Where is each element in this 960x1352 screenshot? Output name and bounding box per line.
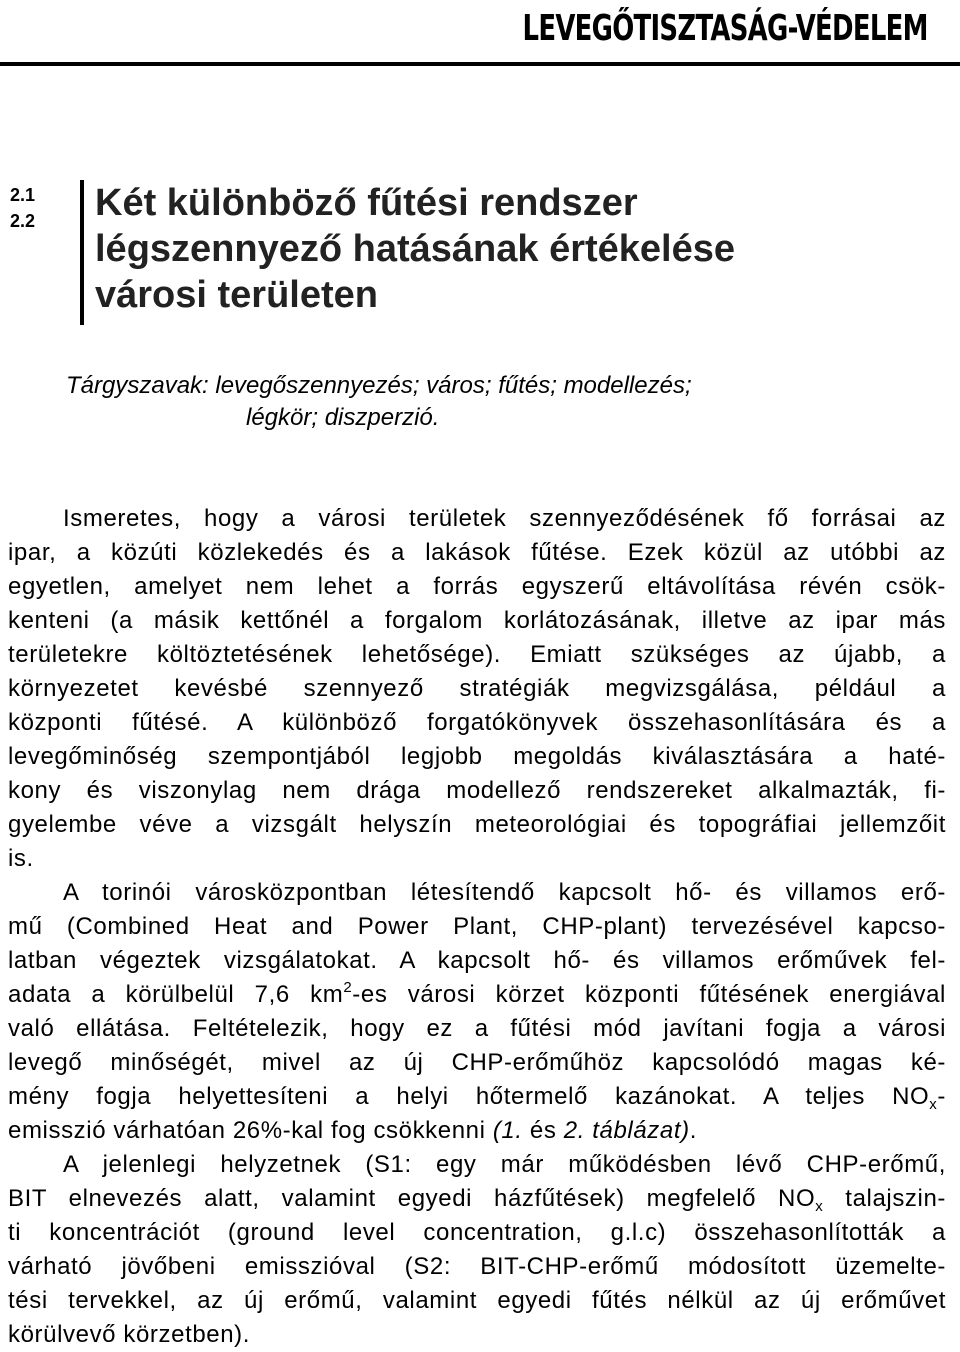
title-vertical-bar <box>80 180 84 325</box>
body-text: -es városi körzet központi fűtésének energiával <box>352 981 946 1008</box>
body-line: területekre költöztetésének lehetősége). Emiatt szükséges az újabb, a <box>8 641 946 668</box>
body-line: tési tervekkel, az új erőmű, valamint egyedi fűtés nélkül az új erőművet <box>8 1287 946 1314</box>
section-numbers <box>10 182 35 234</box>
body-line: latban végeztek vizsgálatokat. A kapcsolt hő- és villamos erőművek fel- <box>8 947 946 974</box>
running-header-title: LEVEGŐTISZTASÁG-VÉDELEM <box>522 8 928 49</box>
keywords-line: Tárgyszavak: levegőszennyezés; város; fűtés; modellezés; <box>66 372 692 399</box>
body-line: körülvevő körzetben). <box>8 1321 251 1348</box>
body-line: A torinói városközpontban létesítendő kapcsolt hő- és villamos erő- <box>63 879 946 906</box>
body-text: adata a körülbelül 7,6 km <box>8 981 344 1008</box>
body-line <box>8 1182 946 1216</box>
table-reference: 2. táblázat) <box>563 1117 690 1144</box>
title-line: Két különböző fűtési rendszer <box>95 182 638 224</box>
body-text: - <box>937 1083 946 1110</box>
body-line: várható jövőbeni emisszióval (S2: BIT-CHP-erőmű módosított üzemelte- <box>8 1253 946 1280</box>
body-text: emisszió várhatóan 26%-kal fog csökkenni <box>8 1117 493 1144</box>
subscript: x <box>815 1198 824 1215</box>
body-line: gyelembe véve a vizsgált helyszín meteorológiai és topográfiai jellemzőit <box>8 811 946 838</box>
body-line <box>8 1114 946 1148</box>
body-line: környezetet kevésbé szennyező stratégiák megvizsgálása, például a <box>8 675 946 702</box>
title-line: légszennyező hatásának értékelése <box>95 228 736 270</box>
header-rule <box>0 62 960 66</box>
body-line: egyetlen, amelyet nem lehet a forrás egyszerű eltávolítása révén csök- <box>8 573 946 600</box>
body-text: BIT elnevezés alatt, valamint egyedi házfűtések) megfelelő NO <box>8 1185 816 1212</box>
body-text: . <box>689 1117 697 1144</box>
section-number: 2.1 <box>10 185 36 205</box>
article-title <box>95 180 735 318</box>
body-line: való ellátása. Feltételezik, hogy ez a fűtési mód javítani fogja a városi <box>8 1015 946 1042</box>
body-line <box>8 1080 946 1114</box>
article-body <box>8 502 946 1352</box>
body-line: Ismeretes, hogy a városi területek szennyeződésének fő forrásai az <box>63 505 946 532</box>
body-text: és <box>522 1117 564 1144</box>
body-text: mény fogja helyettesíteni a helyi hőtermelő kazánokat. A teljes NO <box>8 1083 930 1110</box>
body-line: ipar, a közúti közlekedés és a lakások fűtése. Ezek közül az utóbbi az <box>8 539 946 566</box>
body-line: kony és viszonylag nem drága modellező rendszereket alkalmazták, fi- <box>8 777 946 804</box>
body-line: központi fűtésé. A különböző forgatókönyvek összehasonlítására és a <box>8 709 946 736</box>
body-line: is. <box>8 845 34 872</box>
section-number: 2.2 <box>10 211 36 231</box>
body-line: levegő minőségét, mivel az új CHP-erőműhöz kapcsolódó magas ké- <box>8 1049 946 1076</box>
body-line: kenteni (a másik kettőnél a forgalom korlátozásának, illetve az ipar más <box>8 607 946 634</box>
body-line: A jelenlegi helyzetnek (S1: egy már működésben lévő CHP-erőmű, <box>63 1151 946 1178</box>
body-line: ti koncentrációt (ground level concentration, g.l.c) összehasonlították a <box>8 1219 946 1246</box>
keywords-line: légkör; diszperzió. <box>246 404 440 431</box>
body-line <box>8 978 946 1012</box>
keywords <box>66 370 692 434</box>
body-line: levegőminőség szempontjából legjobb megoldás kiválasztására a haté- <box>8 743 946 770</box>
body-line: mű (Combined Heat and Power Plant, CHP-plant) tervezésével kapcso- <box>8 913 946 940</box>
superscript: 2 <box>343 979 353 996</box>
subscript: x <box>929 1096 938 1113</box>
table-reference: (1. <box>492 1117 523 1144</box>
title-line: városi területen <box>95 274 378 316</box>
body-text: talajszin- <box>823 1185 947 1212</box>
